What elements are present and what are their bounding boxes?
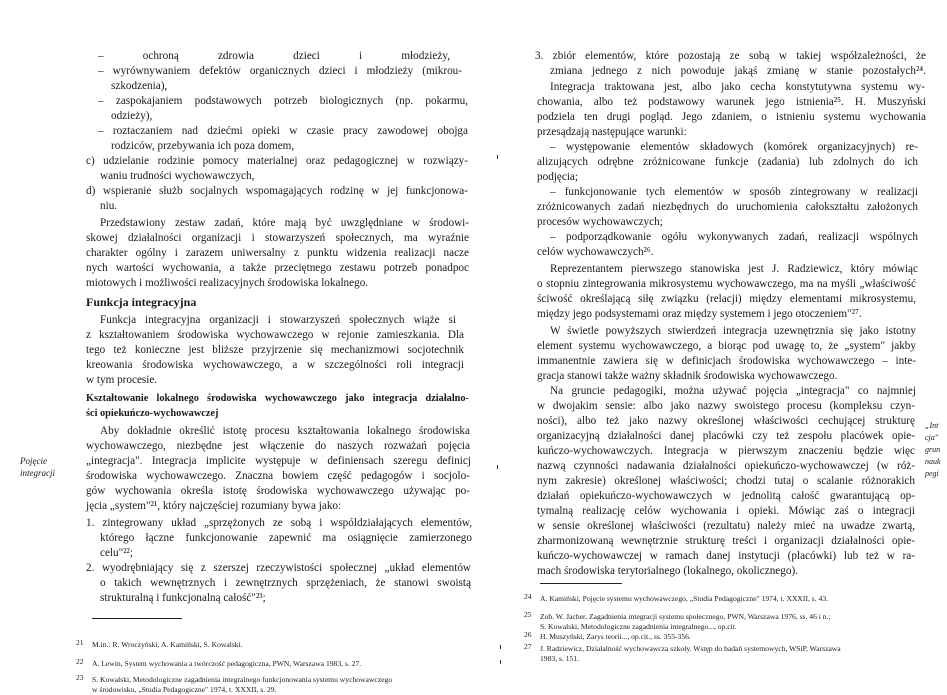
footnote-number: 27 — [524, 642, 532, 651]
body-text-line: w dwojakim sensie: albo jako nazwy swoistego procesu (kompleksu czyn- — [537, 400, 915, 412]
footnote-number: 24 — [524, 592, 532, 601]
gutter-mark — [500, 660, 501, 664]
footnote-rule — [540, 583, 622, 584]
body-text-line: – wyrównywaniem defektów organicznych dzieci i młodzieży (mikrou- — [98, 65, 462, 77]
body-text-line: Funkcja integracyjna organizacji i stowarzyszeń społecznych wiąże si — [100, 314, 456, 326]
body-text-line: celów wychowawczych²⁶. — [537, 246, 654, 258]
body-text-line: wychowawczego, niezbędne jest włączenie do naszych rozważań pojęcia — [86, 440, 470, 452]
body-text-line: Integracja traktowana jest, albo jako cecha konstytutywna systemu wy- — [550, 81, 925, 93]
footnote-text: S. Kowalski, Metodologiczne zagadnienia integralnego..., op.cit. — [540, 622, 737, 631]
body-text-line: szkodzenia), — [111, 80, 168, 92]
body-text-line: rodziców, przebywania ich poza domem, — [111, 140, 295, 152]
body-text-line: podziela ten drugi pogląd. Jego zdaniem, o istnieniu systemu wychowania — [537, 111, 926, 123]
body-text-line: – roztaczaniem nad dziećmi opieki w czasie pracy zawodowej obojga — [98, 125, 468, 137]
body-text-line: ności), albo też jako nazwy określonej właściwości cechującej strukturę — [537, 415, 915, 427]
section-heading: ści opiekuńczo-wychowawczej — [86, 408, 219, 419]
body-text-line: z kształtowaniem środowiska wychowawczego w rejonie zamieszkania. Dla — [86, 329, 464, 341]
body-text-line: gów wychowania określa istotę środowiska wychowawczego używając po- — [86, 485, 470, 497]
body-text-line: strukturalną i funkcjonalną całość"²³; — [100, 592, 266, 604]
margin-note: „Int — [925, 421, 939, 430]
body-text-line: – zaspokajaniem podstawowych potrzeb biologicznych (np. pokarmu, — [98, 95, 468, 107]
body-text-line: 3. zbiór elementów, które pozostają ze sobą w takiej współzależności, że — [535, 50, 926, 62]
body-text-line: miotowych i możliwości realizacyjnych środowiska lokalnego. — [86, 277, 369, 289]
body-text-line: celu"²²; — [100, 547, 134, 559]
body-text-line: procesów wychowawczych; — [537, 216, 663, 228]
body-text-line: c) udzielanie rodzinie pomocy materialnej oraz pedagogicznej w rozwiązy- — [86, 155, 468, 167]
body-text-line: 2. wyodrębniający się z szerszej rzeczywistości społecznej „układ elementów — [86, 562, 471, 574]
footnote-text: M.in.: R. Wroczyński, A. Kamiński, S. Kowalski. — [92, 640, 243, 649]
body-text-line: nych wartości wychowania, a także przeciętnego zestawu potrzeb ponadpoc — [86, 262, 469, 274]
footnote-rule — [92, 618, 182, 619]
section-heading: Funkcja integracyjna — [86, 295, 197, 309]
body-text-line: chowania, albo też podstawowy warunek jego istnienia²⁵. H. Muszyński — [537, 96, 926, 108]
body-text-line: gracja stanowi także ważny składnik środowiska wychowawczego. — [537, 370, 838, 382]
body-text-line: – ochroną zdrowia dzieci i młodzieży, — [98, 50, 450, 62]
footnote-text: A. Kamiński, Pojęcie systemu wychowawczego, „Studia Pedagogiczne" 1974, t. XXXII, s. 43. — [540, 594, 829, 603]
body-text-line: w tym procesie. — [86, 374, 158, 386]
footnote-text: S. Kowalski, Metodologiczne zagadnienia integralnego funkcjonowania systemu wychowawczego — [92, 675, 393, 684]
body-text-line: Aby dokładnie określić istotę procesu kształtowania lokalnego środowiska — [100, 425, 470, 437]
body-text-line: – podporządkowanie ogółu wykonywanych zadań, realizacji wspólnych — [550, 231, 918, 243]
body-text-line: element systemu wychowawczego, a biorąc pod uwagę to, że „system" jakby — [537, 340, 916, 352]
footnote-number: 23 — [76, 673, 84, 682]
margin-note: pegi — [925, 469, 939, 478]
footnote-text: H. Muszyński, Zarys teorii..., op.cit., ss. 355-356. — [540, 632, 691, 641]
body-text-line: działań opiekuńczo-wychowawczych w jednolitą całość gwarantującą op- — [537, 490, 915, 502]
body-text-line: Reprezentantem pierwszego stanowiska jest J. Radziewicz, który mówiąc — [550, 263, 918, 275]
body-text-line: którego łączne funkcjonowanie zapewnić ma osiągnięcie zamierzonego — [100, 532, 472, 544]
footnote-text: J. Radziewicz, Działalność wychowawcza szkoły. Wstęp do badań systemowych, WSiP, Warszawa — [540, 644, 841, 653]
body-text-line: zróżnicowanych zadań niezbędnych do uruchomienia całokształtu założonych — [537, 201, 918, 213]
body-text-line: tymalną realizację celów wychowania i opieki. Mówiąc zaś o integracji — [537, 505, 915, 517]
body-text-line: organizacyjną działalności danej placówki czy też zespołu placówek opie- — [537, 430, 915, 442]
body-text-line: „integracja". Integracja implicite występuje w definiensach szeregu definicj — [86, 455, 471, 467]
body-text-line: podjęcia; — [537, 171, 579, 183]
body-text-line: – funkcjonowanie tych elementów w sposób zintegrowany w realizacji — [550, 186, 918, 198]
body-text-line: charakter ogólny i zarazem uniwersalny z punktu widzenia realizacji nacze — [86, 247, 469, 259]
footnote-number: 21 — [76, 638, 84, 647]
body-text-line: kuńczo-wychowawczej w ramach danej instytucji (placówki) lub też w ra- — [537, 550, 915, 562]
body-text-line: waniu trudności wychowawczych, — [100, 170, 255, 182]
body-text-line: ściwość określającą siłę związku (relacji) między elementami mikrosystemu, — [537, 293, 916, 305]
body-text-line: Na gruncie pedagogiki, można używać pojęcia „integracja" co najmniej — [550, 385, 916, 397]
body-text-line: kreowania środowiska wychowawczego, a w szczególności roli integracji — [86, 359, 464, 371]
body-text-line: kuńczo-wychowawczych. Integracja w pierwszym znaczeniu będzie więc — [537, 445, 915, 457]
right-page — [474, 0, 947, 670]
body-text-line: nazwą czynności nadawania działalności opiekuńczo-wychowawczej (w róż- — [537, 460, 915, 472]
body-text-line: d) wspieranie służb socjalnych wspomagających rodzinę w jej funkcjonowa- — [86, 185, 468, 197]
footnote-text: Zob. W. Jacher, Zagadnienia integracji systemu społecznego, PWN, Warszawa 1976, ss. 46 i n.; — [540, 612, 831, 621]
body-text-line: W świetle powyższych stwierdzeń integracja uzewnętrznia się jako istotny — [550, 325, 916, 337]
body-text-line: niu. — [100, 200, 118, 212]
body-text-line: zmiana jednego z nich powoduje jakąś zmianę w stanie pozostałych²⁴. — [550, 65, 926, 77]
footnote-text: w środowisku, „Studia Pedagogiczne" 1974, t. XXXII, s. 29. — [92, 685, 277, 694]
body-text-line: zharmonizowaną wewnętrznie strukturę treści i organizacji działalności opie- — [537, 535, 915, 547]
margin-note: nauk — [925, 457, 941, 466]
body-text-line: odzieży), — [111, 110, 153, 122]
body-text-line: przesądzają następujące warunki: — [537, 126, 687, 138]
left-page — [0, 0, 473, 694]
body-text-line: w sensie określonej właściwości (rezultatu) należy mieć na uwadze zwartą, — [537, 520, 915, 532]
section-heading: Kształtowanie lokalnego środowiska wychowawczego jako integracja działalno- — [86, 393, 469, 404]
body-text-line: immanentnie zawiera się w definicjach środowiska wychowawczego – inte- — [537, 355, 916, 367]
body-text-line: środowiska wychowawczego. Znaczna bowiem część pedagogów i socjolo- — [86, 470, 470, 482]
body-text-line: mach środowiska terytorialnego (lokalnego, okolicznego). — [537, 565, 798, 577]
body-text-line: Przedstawiony zestaw zadań, które mają być uwzględniane w środowi- — [100, 217, 469, 229]
body-text-line: skowej działalności organizacji i stowarzyszeń społecznych, ma wyraźnie — [86, 232, 469, 244]
body-text-line: tego też konieczne jest bliższe przyjrzenie się mechanizmowi socjotechnik — [86, 344, 464, 356]
body-text-line: 1. zintegrowany układ „sprzężonych ze sobą i wspóldziałających elementów, — [86, 517, 472, 529]
footnote-text: A. Lewin, System wychowania a twórczość pedagogiczna, PWN, Warszawa 1983, s. 27. — [92, 659, 362, 668]
footnote-number: 22 — [76, 657, 84, 666]
margin-note: integracji — [20, 468, 55, 478]
body-text-line: o takich wewnętrznych i zewnętrznych sprzężeniach, że stanowi swoistą — [100, 577, 471, 589]
margin-note: Pojęcie — [20, 456, 47, 466]
body-text-line: o stopniu zintegrowania mikrosystemu wychowawczego, ma na myśli „właściwość — [537, 278, 916, 290]
gutter-mark — [497, 465, 498, 469]
gutter-mark — [497, 155, 498, 159]
body-text-line: jęcia „system"²¹, który najczęściej rozumiany bywa jako: — [86, 500, 342, 512]
gutter-mark — [500, 645, 501, 649]
body-text-line: między jego podsystemami oraz między systemem i jego otoczeniem"²⁷. — [537, 308, 862, 320]
margin-note: cja" — [925, 433, 939, 442]
footnote-text: 1983, s. 151. — [540, 654, 580, 663]
body-text-line: nym zakresie) określonej właściwości; chodzi tutaj o scalanie różnorakich — [537, 475, 915, 487]
body-text-line: alizujących odrębne zróżnicowane funkcje (zadania) lub zdolnych do ich — [537, 156, 918, 168]
body-text-line: – występowanie elementów składowych (komórek organizacyjnych) re- — [550, 141, 918, 153]
footnote-number: 26 — [524, 630, 532, 639]
footnote-number: 25 — [524, 610, 532, 619]
margin-note: grun — [925, 445, 941, 454]
